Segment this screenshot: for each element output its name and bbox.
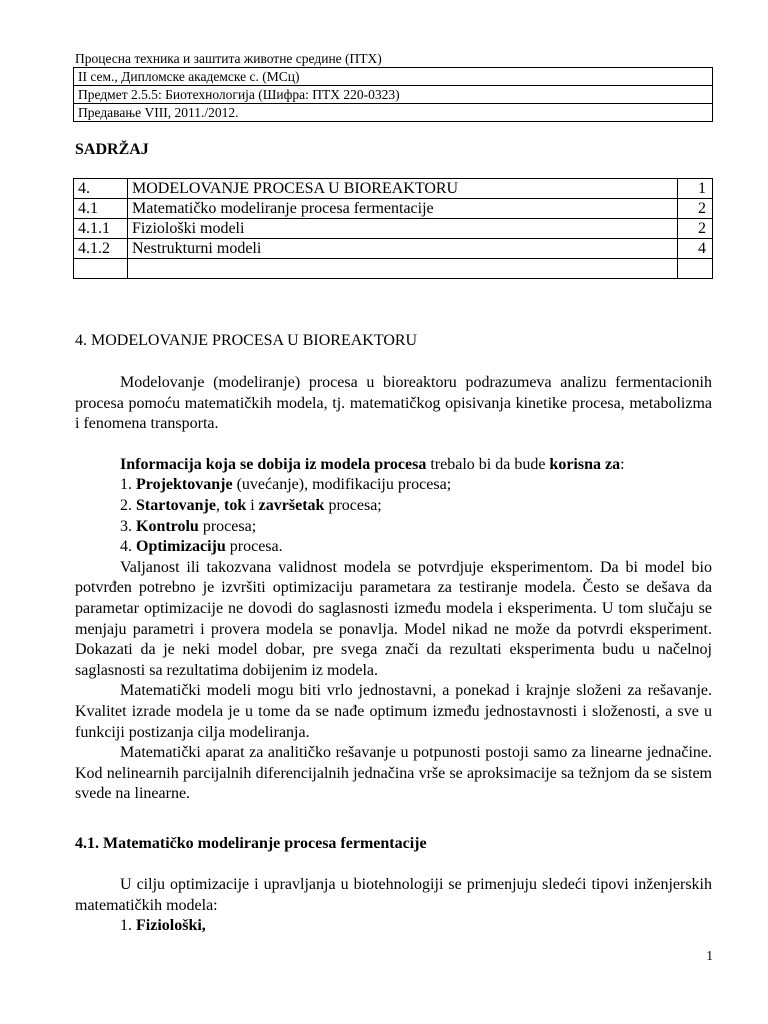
- section-heading: 4. MODELOVANJE PROCESA U BIOREAKTORU: [75, 332, 418, 349]
- course-info-subject: Предмет 2.5.5: Биотехнологија (Шифра: ПТХ 220-0323): [74, 86, 713, 104]
- validity-paragraph: Valjanost ili takozvana validnost modela se potvrdjuje eksperimentom. Da bi model bio potvrđen potrebno je izvršiti optimizaciju parametara za testiranje modela. Često se dešava da parametar optimizacije ne dovodi do saglasnosti između modela i eksperimenta. U tom slučaju se menjaju parametri i provera modela se ponavlja. Model nikad ne može da potvrdi eksperiment. Dokazati da je neki model dobar, pre svega znači da rezultati eksperimenta budu u načelnoj saglasnosti sa rezultatima dobijenim iz modela.: [75, 558, 712, 679]
- section-body: [75, 373, 712, 805]
- list-bold: Fiziološki,: [136, 917, 206, 935]
- page-number: 1: [706, 948, 713, 963]
- info-bold-phrase: korisna za: [549, 455, 621, 473]
- info-paragraph: [75, 455, 712, 476]
- list-number: 3.: [120, 517, 136, 535]
- course-title: Процесна техника и заштита животне средине (ПТХ): [75, 51, 382, 66]
- toc-title: [128, 259, 678, 279]
- list-text: i: [246, 496, 259, 514]
- list-bold: Kontrolu: [136, 517, 199, 535]
- list-bold: Startovanje: [136, 496, 216, 514]
- toc-page: 2: [678, 199, 713, 219]
- toc-page: 1: [678, 179, 713, 199]
- list-item: [75, 496, 712, 517]
- toc-page: 4: [678, 239, 713, 259]
- course-info-table: [73, 67, 713, 122]
- list-text: procesa.: [225, 538, 283, 556]
- toc-num: [74, 259, 128, 279]
- toc-table: [73, 178, 713, 279]
- list-item: [75, 475, 712, 496]
- list-bold: tok: [223, 496, 247, 514]
- list-bold: Optimizaciju: [136, 538, 226, 556]
- toc-num: 4.1: [74, 199, 128, 219]
- intro-paragraph: Modelovanje (modeliranje) procesa u bioreaktoru podrazumeva analizu fermentacionih procesa pomoću matematičkih modela, tj. matematičkog opisivanja kinetike procesa, metabolizma i fenomena transporta.: [75, 374, 712, 433]
- toc-row: [74, 199, 713, 219]
- list-number: 1.: [120, 917, 136, 935]
- info-end-text: :: [620, 455, 625, 473]
- list-item: [75, 517, 712, 538]
- info-bold-phrase: Informacija koja se dobija iz modela procesa: [120, 455, 427, 473]
- list-number: 1.: [120, 476, 136, 494]
- list-number: 4.: [120, 538, 136, 556]
- subsection-body: [75, 875, 712, 937]
- toc-row: [74, 239, 713, 259]
- toc-num: 4.: [74, 179, 128, 199]
- toc-num: 4.1.1: [74, 219, 128, 239]
- list-text: procesa;: [324, 496, 382, 514]
- list-bold: završetak: [258, 496, 325, 514]
- toc-row-empty: [74, 259, 713, 279]
- course-info-semester: II сем., Дипломске академске с. (МСц): [74, 68, 713, 86]
- list-text: procesa;: [198, 517, 257, 535]
- toc-page: 2: [678, 219, 713, 239]
- toc-title: MODELOVANJE PROCESA U BIOREAKTORU: [128, 179, 678, 199]
- toc-num: 4.1.2: [74, 239, 128, 259]
- toc-page: [678, 259, 713, 279]
- toc-title: Fiziološki modeli: [128, 219, 678, 239]
- list-number: 2.: [120, 496, 136, 514]
- course-info-lecture: Предавање VIII, 2011./2012.: [74, 104, 713, 122]
- toc-title: Nestrukturni modeli: [128, 239, 678, 259]
- list-bold: Projektovanje: [136, 476, 233, 494]
- list-text: ,: [215, 496, 224, 514]
- apparatus-paragraph: Matematički aparat za analitičko rešavanje u potpunosti postoji samo za linearne jednačine. Kod nelinearnih parcijalnih diferencijalnih jednačina vrše se aproksimacije sa težnjom da se sistem svede na linearne.: [75, 744, 712, 803]
- toc-row: [74, 179, 713, 199]
- subsection-heading: 4.1. Matematičko modeliranje procesa fermentacije: [75, 835, 427, 852]
- toc-heading: SADRŽAJ: [75, 141, 149, 158]
- list-text: (uvećanje), modifikaciju procesa;: [232, 476, 452, 494]
- simplicity-paragraph: Matematički modeli mogu biti vrlo jednostavni, a ponekad i krajnje složeni za rešavanje. Kvalitet izrade modela je u tome da se nađe optimum između jednostavnosti i složenosti, a sve u funkciji postizanja cilja modeliranja.: [75, 682, 712, 741]
- list-item: [75, 916, 712, 937]
- info-mid-text: trebalo bi da bude: [426, 455, 550, 473]
- toc-title: Matematičko modeliranje procesa fermentacije: [128, 199, 678, 219]
- toc-row: [74, 219, 713, 239]
- models-paragraph: U cilju optimizacije i upravljanja u biotehnologiji se primenjuju sledeći tipovi inženjerskih matematičkih modela:: [75, 876, 712, 914]
- list-item: [75, 537, 712, 558]
